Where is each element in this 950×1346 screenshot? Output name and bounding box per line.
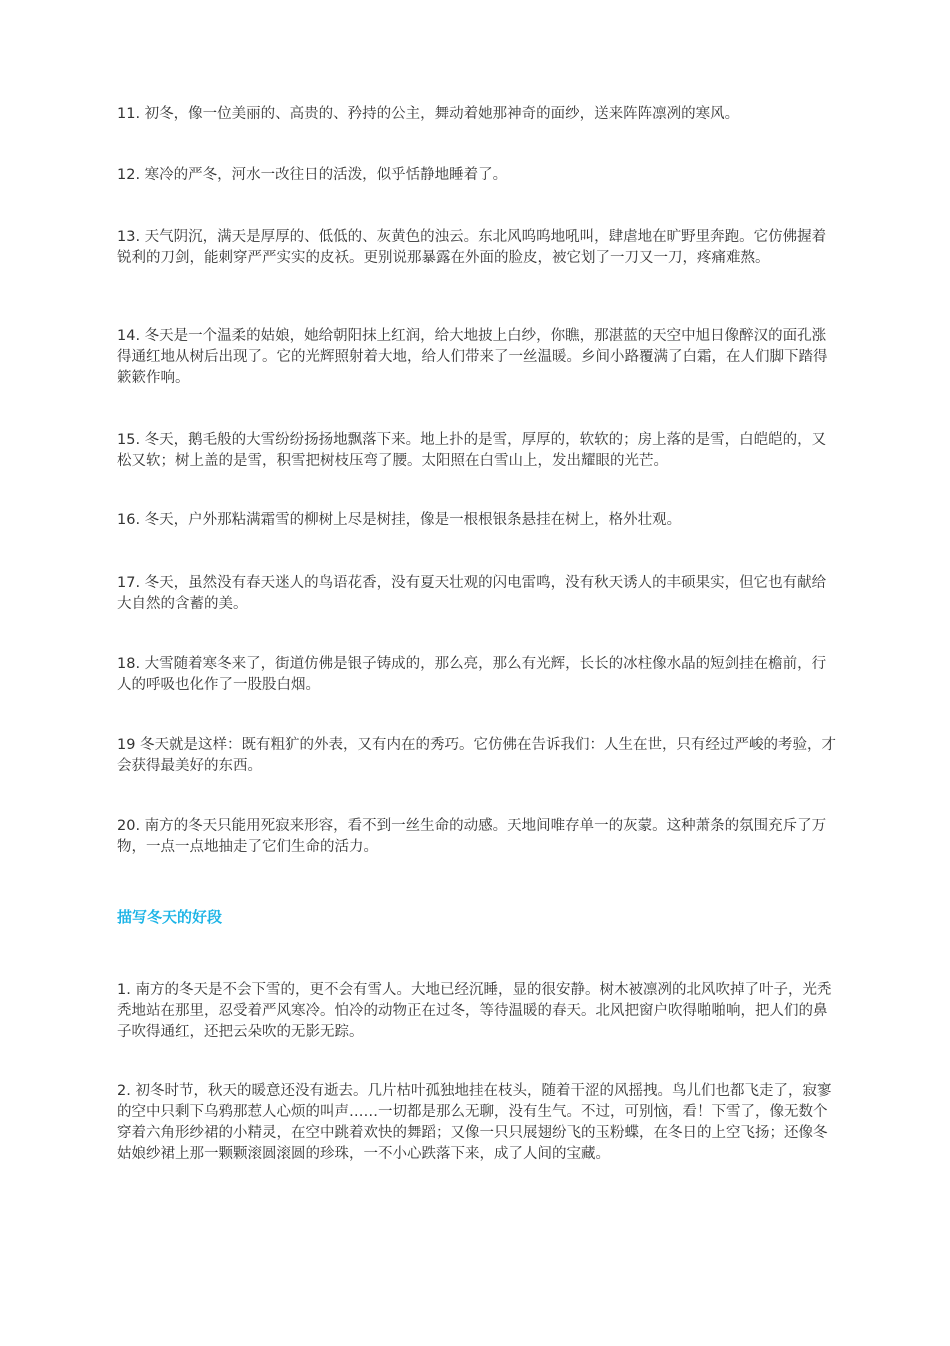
paragraph-16: 16. 冬天，户外那粘满霜雪的柳树上尽是树挂，像是一根根银条悬挂在树上，格外壮观。: [117, 512, 682, 528]
paragraph-12: 12. 寒冷的严冬，河水一改往日的活泼，似乎恬静地睡着了。: [117, 167, 508, 183]
paragraph-20: 20. 南方的冬天只能用死寂来形容，看不到一丝生命的动感。天地间唯存单一的灰蒙。这种萧条的氛围充斥了万物，一点一点地抽走了它们生命的活力。: [117, 818, 827, 855]
paragraph-11: 11. 初冬，像一位美丽的、高贵的、矜持的公主，舞动着她那神奇的面纱，送来阵阵凛冽的寒风。: [117, 106, 740, 122]
paragraph-19: 19 冬天就是这样：既有粗犷的外表，又有内在的秀巧。它仿佛在告诉我们：人生在世，只有经过严峻的考验，才会获得最美好的东西。: [117, 737, 837, 774]
good-paragraph-1: 1. 南方的冬天是不会下雪的，更不会有雪人。大地已经沉睡，显的很安静。树木被凛冽的北风吹掉了叶子，光秃秃地站在那里，忍受着严风寒冷。怕冷的动物正在过冬，等待温暖的春天。北风把窗户吹得啪啪响，把人们的鼻子吹得通红，还把云朵吹的无影无踪。: [117, 982, 832, 1040]
paragraph-18: 18. 大雪随着寒冬来了，街道仿佛是银子铸成的，那么亮，那么有光辉，长长的冰柱像水晶的短剑挂在檐前，行人的呼吸也化作了一股股白烟。: [117, 656, 827, 693]
good-paragraph-2: 2. 初冬时节，秋天的暖意还没有逝去。几片枯叶孤独地挂在枝头，随着干涩的风摇拽。鸟儿们也都飞走了，寂寥的空中只剩下乌鸦那惹人心烦的叫声……一切都是那么无聊，没有生气。不过，可别恼，看！下雪了，像无数个穿着六角形纱裙的小精灵，在空中跳着欢快的舞蹈；又像一只只展翅纷飞的玉粉蝶，在冬日的上空飞扬；还像冬姑娘纱裙上那一颗颗滚圆滚圆的珍珠，一不小心跌落下来，成了人间的宝藏。: [117, 1083, 832, 1162]
paragraph-14: 14. 冬天是一个温柔的姑娘，她给朝阳抹上红润，给大地披上白纱，你瞧，那湛蓝的天空中旭日像醉汉的面孔涨得通红地从树后出现了。它的光辉照射着大地，给人们带来了一丝温暖。乡间小路覆满了白霜，在人们脚下踏得簌簌作响。: [117, 328, 828, 386]
paragraph-13: 13. 天气阴沉，满天是厚厚的、低低的、灰黄色的浊云。东北风呜呜地吼叫，肆虐地在旷野里奔跑。它仿佛握着锐利的刀剑，能刺穿严严实实的皮袄。更别说那暴露在外面的脸皮，被它划了一刀又一刀，疼痛难熬。: [117, 229, 827, 266]
section-heading: 描写冬天的好段: [117, 908, 223, 926]
paragraph-15: 15. 冬天，鹅毛般的大雪纷纷扬扬地飘落下来。地上扑的是雪，厚厚的，软软的；房上落的是雪，白皑皑的，又松又软；树上盖的是雪，积雪把树枝压弯了腰。太阳照在白雪山上，发出耀眼的光芒。: [117, 432, 827, 469]
paragraph-17: 17. 冬天，虽然没有春天迷人的鸟语花香，没有夏天壮观的闪电雷鸣，没有秋天诱人的丰硕果实，但它也有献给大自然的含蓄的美。: [117, 575, 827, 612]
